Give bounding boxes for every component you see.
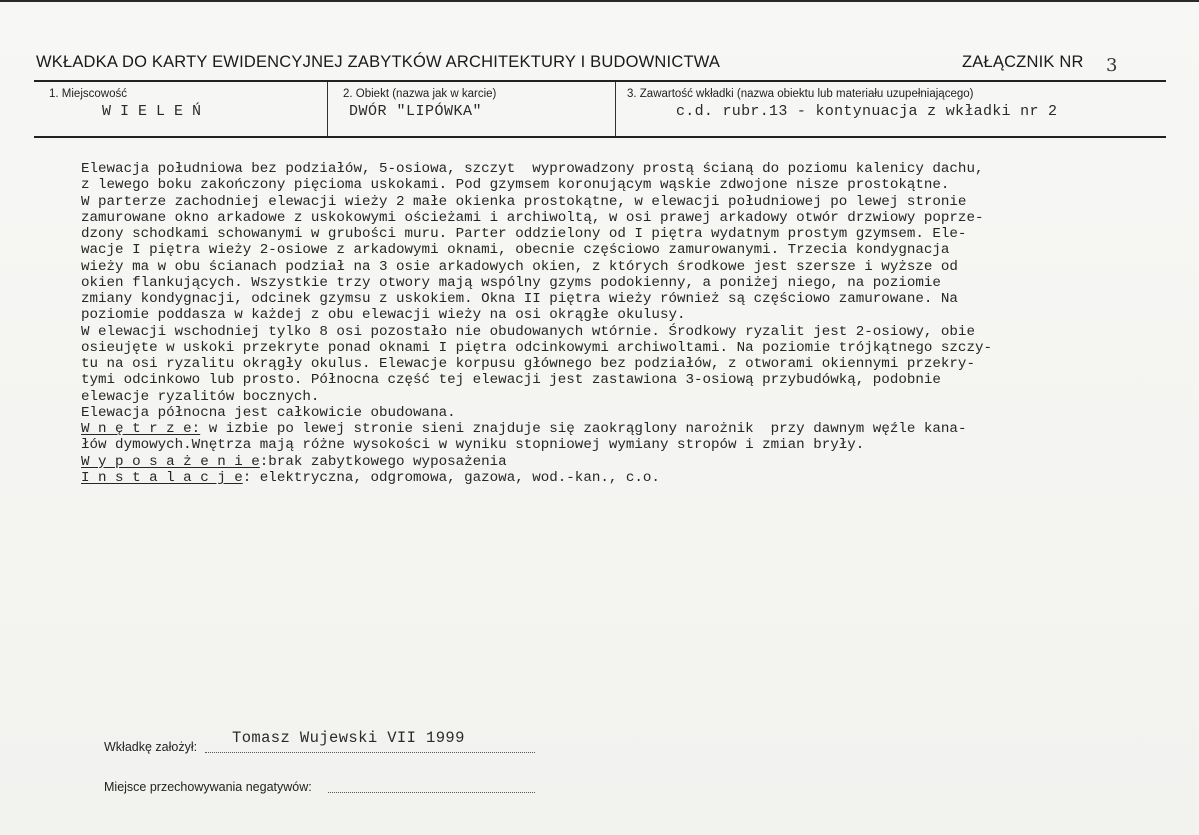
header-rule-bottom xyxy=(34,136,1166,138)
text-line: dzony schodkami schowanymi w grubości muru. Parter oddzielony od I piętra wydatnym prostym gzymsem. Ele- xyxy=(81,226,967,242)
created-by-value: Tomasz Wujewski VII 1999 xyxy=(232,729,465,747)
interior-text: w izbie po lewej stronie sieni znajduje się zaokrąglony narożnik przy dawnym węźle kana- xyxy=(200,421,967,437)
text-line: zamurowane okno arkadowe z uskokowymi ościeżami i archiwoltą, w osi prawej arkadowy otwór drzwiowy poprze- xyxy=(81,209,984,226)
text-line: zmiany kondygnacji, odcinek gzymsu z uskokiem. Okna II piętra wieży również są częściowo zamurowane. Na xyxy=(81,291,958,307)
column-divider xyxy=(615,82,616,136)
text-line: Elewacja południowa bez podziałów, 5-osiowa, szczyt wyprowadzony prostą ścianą do poziomu kalenicy dachu, xyxy=(81,161,984,177)
installations-label: I n s t a l a c j e xyxy=(81,469,243,486)
card-title: WKŁADKA DO KARTY EWIDENCYJNEJ ZABYTKÓW ARCHITEKTURY I BUDOWNICTWA xyxy=(36,53,721,71)
text-line: okien flankujących. Wszystkie trzy otwory mają wspólny gzyms podokienny, a poniżej niego, na poziomie xyxy=(81,274,941,291)
negatives-location-dotted-line xyxy=(328,792,535,793)
negatives-location-label: Miejsce przechowywania negatywów: xyxy=(104,780,312,794)
equipment-value: :brak zabytkowego wyposażenia xyxy=(259,453,507,470)
created-by-label: Wkładkę założył: xyxy=(104,740,198,754)
installations-value: : elektryczna, odgromowa, gazowa, wod.-kan., c.o. xyxy=(242,469,660,486)
text-line: tu na osi ryzalitu okrągły okulus. Elewacje korpusu głównego bez podziałów, z otworami okiennymi przekry- xyxy=(81,356,975,372)
content-value: c.d. rubr.13 - kontynuacja z wkładki nr 2 xyxy=(676,103,1058,120)
annex-label: ZAŁĄCZNIK NR xyxy=(962,53,1084,71)
text-line: z lewego boku zakończony pięcioma uskokami. Pod gzymsem koronującym wąskie zdwojone nisze prostokątne. xyxy=(81,177,950,194)
header-rule-top xyxy=(34,80,1166,82)
interior-line: łów dymowych.Wnętrza mają różne wysokości w wyniku stopniowej wymiany stropów i zmian bryły. xyxy=(81,437,865,454)
text-line: W parterze zachodniej elewacji wieży 2 małe okienka prostokątne, w elewacji południowej po lewej stronie xyxy=(81,193,967,210)
column-divider xyxy=(327,82,328,136)
description-text xyxy=(81,161,1171,486)
annex-number: 3 xyxy=(1106,55,1118,76)
object-label: 2. Obiekt (nazwa jak w karcie) xyxy=(343,88,497,100)
equipment-line xyxy=(81,454,1171,470)
object-value: DWÓR "LIPÓWKA" xyxy=(349,103,483,120)
text-line: Elewacja północna jest całkowicie obudowana. xyxy=(81,404,456,421)
text-line: osieujęte w uskoki przekryte ponad oknami I piętra odcinkowymi archiwoltami. Na poziomie trójkątnego szczy- xyxy=(81,339,992,356)
text-line: elewacje ryzalitów bocznych. xyxy=(81,388,320,405)
interior-line xyxy=(81,421,1171,437)
place-label: 1. Miejscowość xyxy=(49,88,127,100)
text-line: wieży ma w obu ścianach podział na 3 osie arkadowych okien, z których środkowe jest szersze i wyższe od xyxy=(81,258,958,275)
text-line: wacje I piętra wieży 2-osiowe z arkadowymi oknami, obecnie częściowo zamurowanymi. Trzecia kondygnacja xyxy=(81,242,950,259)
interior-label: W n ę t r z e: xyxy=(81,421,201,437)
text-line: W elewacji wschodniej tylko 8 osi pozostało nie obudowanych wtórnie. Środkowy ryzalit jest 2-osiowy, obie xyxy=(81,323,975,340)
place-value: WIELEŃ xyxy=(102,103,211,120)
installations-line xyxy=(81,470,1171,486)
content-label: 3. Zawartość wkładki (nazwa obiektu lub materiału uzupełniającego) xyxy=(627,88,974,100)
text-line: tymi odcinkowo lub prosto. Północna część tej elewacji jest zastawiona 3-osiową przybudówką, podobnie xyxy=(81,372,941,389)
text-line: poziomie poddasza w każdej z obu elewacji wieży na osi okrągłe okulusy. xyxy=(81,307,686,324)
equipment-label: W y p o s a ż e n i e xyxy=(81,453,260,470)
created-by-dotted-line xyxy=(205,752,535,753)
top-edge-line xyxy=(0,0,1199,2)
